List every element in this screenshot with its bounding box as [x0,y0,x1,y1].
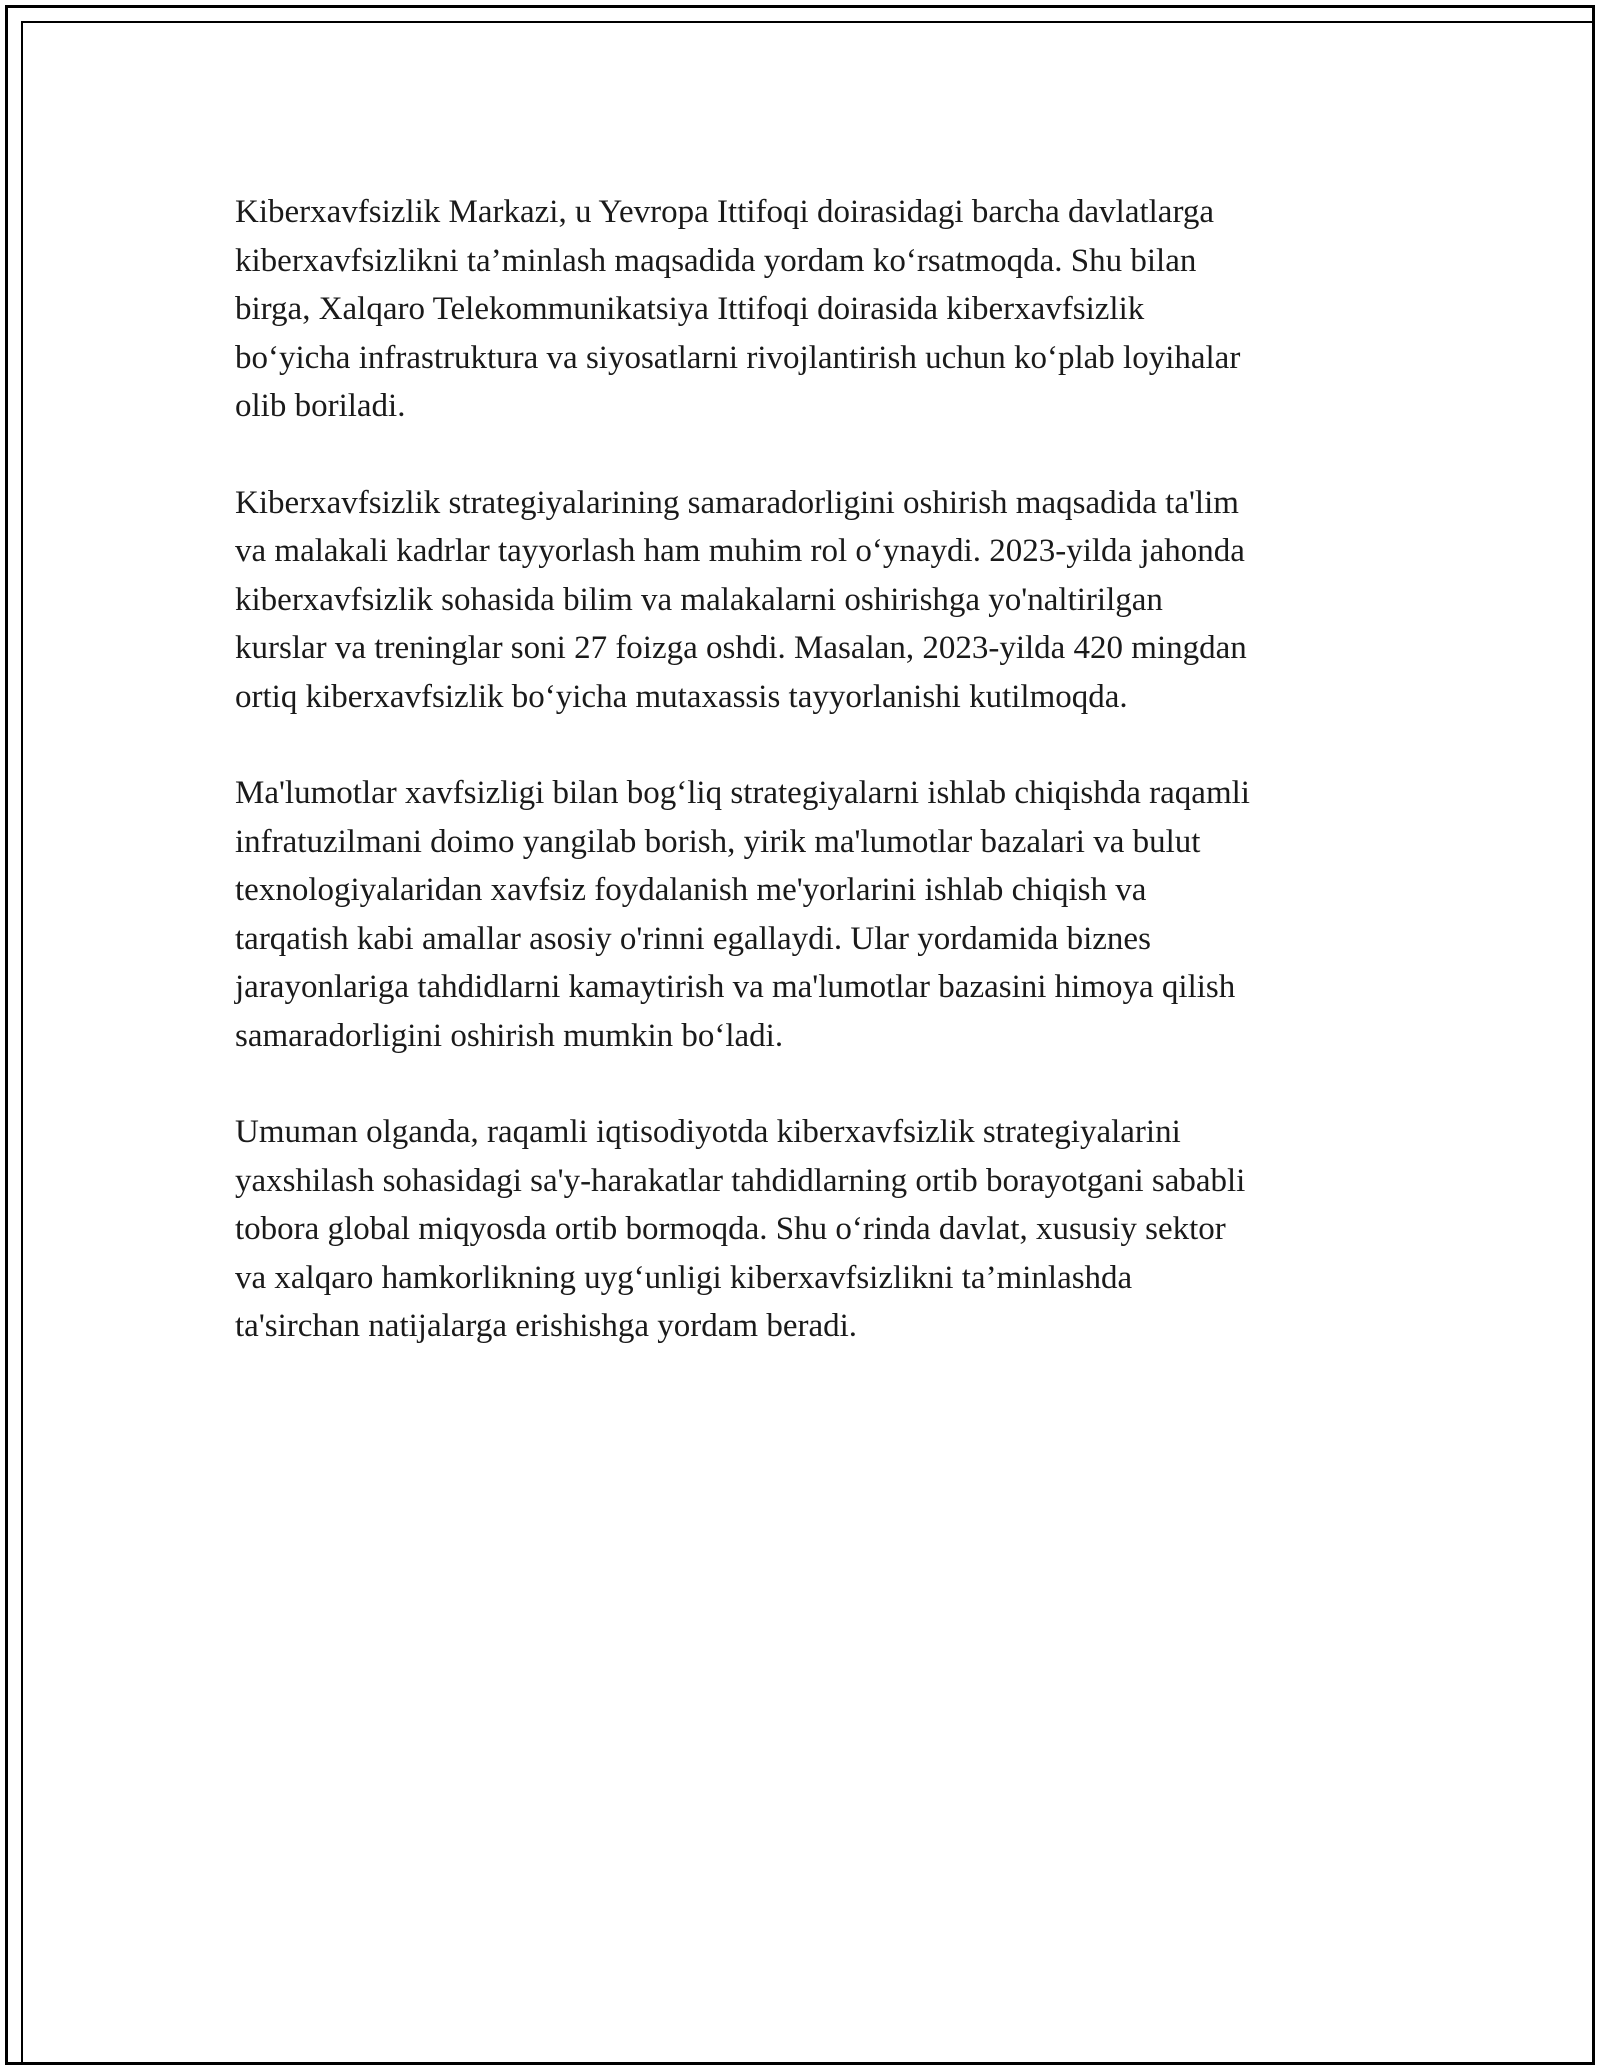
text-line: olib boriladi. [235,388,406,424]
text-line: texnologiyalaridan xavfsiz foydalanish me'yorlarini ishlab chiqish va [235,872,1147,908]
text-line: Kiberxavfsizlik strategiyalarining samaradorligini oshirish maqsadida ta'lim [235,484,1239,521]
text-line: va malakali kadrlar tayyorlash ham muhim rol o‘ynaydi. 2023-yilda jahonda [235,533,1245,569]
text-line: jarayonlariga tahdidlarni kamaytirish va ma'lumotlar bazasini himoya qilish [235,969,1236,1005]
paragraph-3 [235,769,1375,1060]
document-body [235,188,1375,1351]
text-line: bo‘yicha infrastruktura va siyosatlarni rivojlantirish uchun ko‘plab loyihalar [235,339,1241,376]
text-line: kiberxavfsizlik sohasida bilim va malakalarni oshirishga yo'naltirilgan [235,581,1163,618]
text-line: ta'sirchan natijalarga erishishga yordam beradi. [235,1308,858,1344]
text-line: tobora global miqyosda ortib bormoqda. Shu o‘rinda davlat, xususiy sektor [235,1211,1226,1247]
paragraph-2 [235,479,1375,722]
text-line: kiberxavfsizlikni ta’minlash maqsadida yordam ko‘rsatmoqda. Shu bilan [235,242,1197,279]
text-line: kurslar va treninglar soni 27 foizga oshdi. Masalan, 2023-yilda 420 mingdan [235,630,1247,666]
paragraph-4 [235,1108,1375,1351]
text-line: birga, Xalqaro Telekommunikatsiya Ittifoqi doirasida kiberxavfsizlik [235,291,1145,327]
text-line: tarqatish kabi amallar asosiy o'rinni egallaydi. Ular yordamida biznes [235,920,1151,957]
text-line: va xalqaro hamkorlikning uyg‘unligi kiberxavfsizlikni ta’minlashda [235,1259,1133,1296]
text-line: samaradorligini oshirish mumkin bo‘ladi. [235,1017,784,1054]
text-line: Kiberxavfsizlik Markazi, u Yevropa Ittifoqi doirasidagi barcha davlatlarga [235,194,1214,230]
text-line: Umuman olganda, raqamli iqtisodiyotda kiberxavfsizlik strategiyalarini [235,1114,1181,1150]
paragraph-1 [235,188,1375,431]
text-line: ortiq kiberxavfsizlik bo‘yicha mutaxassis tayyorlanishi kutilmoqda. [235,678,1128,715]
text-line: yaxshilash sohasidagi sa'y-harakatlar tahdidlarning ortib borayotgani sababli [235,1162,1246,1199]
text-line: infratuzilmani doimo yangilab borish, yirik ma'lumotlar bazalari va bulut [235,823,1201,860]
text-line: Ma'lumotlar xavfsizligi bilan bog‘liq strategiyalarni ishlab chiqishda raqamli [235,775,1250,811]
